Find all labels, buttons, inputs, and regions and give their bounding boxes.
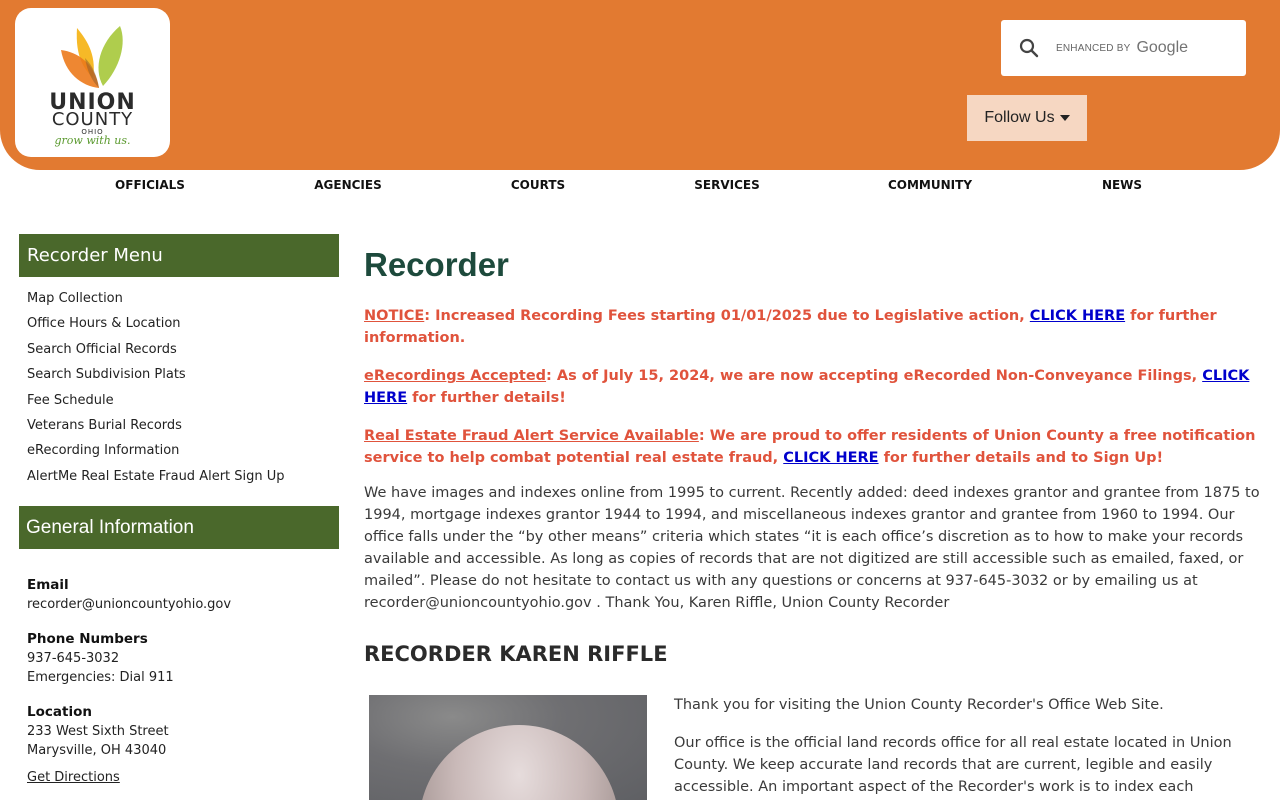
menu-link-fee-schedule[interactable]: Fee Schedule	[27, 392, 114, 408]
notice-lead: Real Estate Fraud Alert Service Available	[364, 428, 699, 444]
intro-paragraph: We have images and indexes online from 1995 to current. Recently added: deed indexes grantor and grantee from 1875 to 1994, mortgage indexes grantor 1944 to 1994, and miscellaneous indexes grantor and grantee from 1960 to 1994. Our office falls under the “by other means” criteria which states “it is each office’s discretion as to how to make your records available and accessible. As long as copies of records that are not digitized are still accessible such as emailed, faxed, or mailed”. Please do not hesitate to contact us with any questions or concerns at 937-645-3032 or by emailing us at recorder@unioncountyohio.gov . Thank You, Karen Riffle, Union County Recorder	[364, 485, 1260, 611]
get-directions-link[interactable]: Get Directions	[27, 770, 120, 785]
notice-tail: for further information.	[364, 308, 1217, 346]
nav-officials[interactable]: OFFICIALS	[115, 178, 185, 192]
caret-down-icon	[1060, 115, 1070, 121]
general-information	[27, 576, 231, 785]
bio-paragraph: Our office is the official land records office for all real estate located in Union County. We keep accurate land records that are current, legible and easily accessible. An important aspect of the Recorder's work is to index each	[674, 735, 1232, 795]
search-icon[interactable]	[1017, 36, 1041, 60]
email-value: recorder@unioncountyohio.gov	[27, 597, 232, 612]
main-content	[364, 240, 1269, 669]
menu-link-office-hours[interactable]: Office Hours & Location	[27, 316, 181, 332]
site-search-input[interactable]	[1001, 20, 1246, 76]
menu-item	[27, 313, 285, 338]
menu-item	[27, 440, 285, 465]
recorder-menu-heading: Recorder Menu	[19, 234, 339, 277]
click-here-erecordings-link[interactable]: CLICK HERE	[364, 368, 1250, 406]
union-county-logo[interactable]	[15, 8, 170, 157]
notice-fraud-alert	[364, 425, 1269, 469]
menu-item	[27, 390, 285, 415]
address-line-2: Marysville, OH 43040	[27, 743, 167, 758]
location-label: Location	[27, 704, 92, 720]
click-here-fees-link[interactable]: CLICK HERE	[1029, 308, 1126, 324]
follow-us-button[interactable]	[967, 95, 1087, 141]
phone-label: Phone Numbers	[27, 631, 148, 647]
leaf-logo-icon	[15, 8, 170, 98]
notice-tail: for further details!	[407, 390, 566, 406]
nav-services[interactable]: SERVICES	[694, 178, 760, 192]
follow-us-label: Follow Us	[984, 109, 1055, 126]
menu-link-alertme-signup[interactable]: AlertMe Real Estate Fraud Alert Sign Up	[27, 468, 285, 484]
nav-news[interactable]: NEWS	[1101, 178, 1143, 192]
notice-text: : Increased Recording Fees starting 01/01/2025 due to Legislative action,	[424, 308, 1030, 324]
notice-fees	[364, 305, 1269, 349]
enhanced-by-label: ENHANCED BY	[1056, 42, 1131, 54]
menu-item	[27, 288, 285, 313]
logo-tagline: grow with us.	[54, 134, 131, 147]
notice-lead: NOTICE	[364, 308, 425, 324]
menu-link-erecording-info[interactable]: eRecording Information	[27, 443, 180, 459]
site-header	[0, 0, 1280, 170]
recorder-menu	[27, 288, 285, 491]
email-label: Email	[27, 577, 69, 593]
nav-agencies[interactable]: AGENCIES	[314, 178, 382, 192]
bio-paragraph: Thank you for visiting the Union County Recorder's Office Web Site.	[674, 697, 1164, 713]
general-information-heading: General Information	[19, 506, 339, 549]
notice-tail: for further details and to Sign Up!	[878, 450, 1164, 466]
logo-text-ohio: OHIO	[81, 128, 104, 136]
phone-value: 937-645-3032	[27, 651, 120, 666]
main-nav	[0, 178, 1280, 198]
menu-link-map-collection[interactable]: Map Collection	[27, 291, 123, 306]
menu-item	[27, 364, 285, 389]
recorder-name-heading: RECORDER KAREN RIFFLE	[364, 642, 668, 666]
portrait-hair	[419, 725, 619, 800]
recorder-bio	[674, 694, 1264, 800]
page-title: Recorder	[364, 246, 509, 283]
recorder-portrait-photo	[369, 695, 647, 800]
menu-link-search-subdivision-plats[interactable]: Search Subdivision Plats	[27, 367, 186, 383]
menu-item	[27, 339, 285, 364]
logo-text-union: UNION	[49, 90, 136, 115]
nav-community[interactable]: COMMUNITY	[887, 178, 973, 192]
menu-link-search-official-records[interactable]: Search Official Records	[27, 341, 177, 357]
logo-text-county: COUNTY	[51, 109, 134, 130]
search-branding	[1056, 39, 1188, 57]
menu-link-veterans-burial[interactable]: Veterans Burial Records	[27, 417, 182, 433]
notice-text: : We are proud to offer residents of Union County a free notification service to help combat potential real estate fraud,	[364, 428, 1256, 466]
emergency-value: Emergencies: Dial 911	[27, 670, 174, 685]
notice-lead: eRecordings Accepted	[364, 368, 547, 384]
menu-item	[27, 415, 285, 440]
nav-courts[interactable]: COURTS	[510, 178, 566, 192]
address-line-1: 233 West Sixth Street	[27, 724, 169, 739]
notice-erecordings	[364, 365, 1269, 409]
menu-item	[27, 466, 285, 491]
notice-text: : As of July 15, 2024, we are now accepting eRecorded Non-Conveyance Filings,	[546, 368, 1203, 384]
click-here-fraud-alert-link[interactable]: CLICK HERE	[783, 450, 879, 466]
google-brand-label: Google	[1136, 39, 1189, 56]
